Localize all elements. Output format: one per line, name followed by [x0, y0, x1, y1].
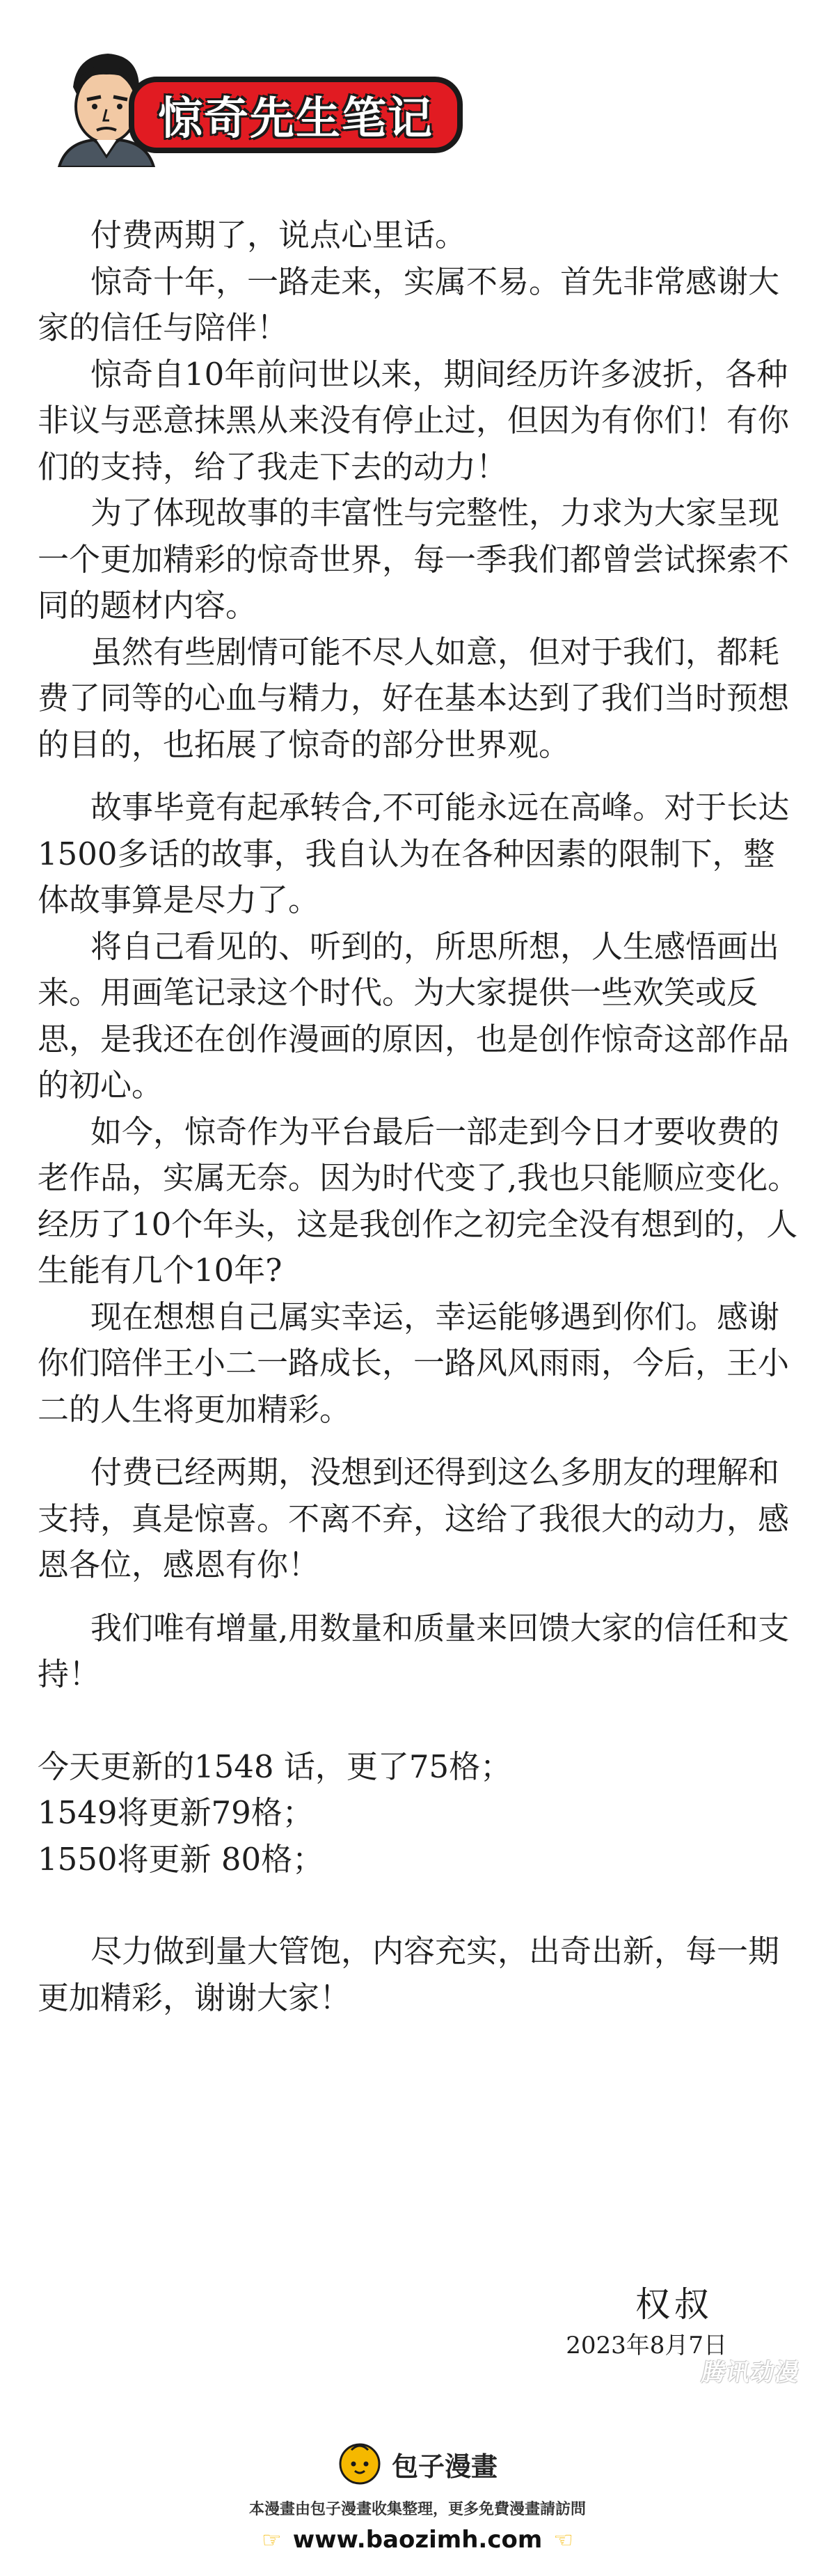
letter-paragraph: 付费已经两期，没想到还得到这么多朋友的理解和支持，真是惊喜。不离不弃，这给了我很大的动力，感恩各位，感恩有你！ [38, 1454, 790, 1583]
signature-name: 权叔 [635, 2284, 713, 2325]
footer-brand-name: 包子漫畫 [391, 2451, 498, 2482]
header-banner [129, 77, 463, 153]
closing-paragraph: 尽力做到量大管饱，内容充实，出奇出新，每一期更加精彩，谢谢大家！ [38, 1933, 780, 2016]
letter-body [38, 212, 803, 2021]
letter-paragraph: 惊奇自10年前问世以来，期间经历许多波折，各种非议与恶意抹黑从来没有停止过，但因为有你们！有你们的支持，给了我走下去的动力！ [38, 355, 790, 485]
letter-header [52, 38, 470, 171]
site-footer [0, 2440, 835, 2554]
footer-brand[interactable] [0, 2440, 835, 2488]
letter-paragraph: 虽然有些剧情可能不尽人如意，但对于我们，都耗费了同等的心血与精力，好在基本达到了我们当时预想的目的，也拓展了惊奇的部分世界观。 [38, 633, 790, 763]
pointing-hand-right-icon: ☞ [262, 2527, 282, 2553]
bun-logo-icon [337, 2440, 382, 2488]
update-line: 今天更新的1548 话，更了75格； [38, 1748, 512, 1785]
letter-paragraph: 付费两期了，说点心里话。 [90, 217, 467, 253]
footer-link[interactable] [0, 2526, 835, 2554]
watermark: 腾讯动漫 [699, 2358, 802, 2387]
signature-block [566, 2280, 727, 2362]
letter-paragraph: 为了体现故事的丰富性与完整性，力求为大家呈现一个更加精彩的惊奇世界，每一季我们都曾尝试探索不同的题材内容。 [38, 494, 790, 624]
footer-note: 本漫畫由包子漫畫收集整理，更多免費漫畫請訪問 [248, 2501, 586, 2518]
letter-paragraph: 故事毕竟有起承转合,不可能永远在高峰。对于长达1500多话的故事，我自认为在各种因素的限制下，整体故事算是尽力了。 [38, 789, 790, 918]
update-line: 1550将更新 80格； [38, 1840, 324, 1878]
footer-url[interactable]: www.baozimh.com [292, 2526, 543, 2554]
update-schedule [38, 1744, 803, 1883]
letter-paragraph: 如今，惊奇作为平台最后一部走到今日才要收费的老作品，实属无奈。因为时代变了,我也只能顺应变化。经历了10个年头，这是我创作之初完全没有想到的，人生能有几个10年? [38, 1113, 800, 1289]
signature-date: 2023年8月7日 [566, 2332, 727, 2359]
letter-paragraph: 惊奇十年，一路走来，实属不易。首先非常感谢大家的信任与陪伴！ [38, 262, 780, 346]
letter-paragraph: 现在想想自己属实幸运，幸运能够遇到你们。感谢你们陪伴王小二一路成长，一路风风雨雨，今后，王小二的人生将更加精彩。 [38, 1298, 790, 1428]
update-line: 1549将更新79格； [38, 1794, 314, 1831]
pointing-hand-left-icon: ☜ [553, 2527, 573, 2553]
letter-paragraph: 我们唯有增量,用数量和质量来回馈大家的信任和支持！ [38, 1609, 790, 1693]
letter-paragraph: 将自己看见的、听到的，所思所想，人生感悟画出来。用画笔记录这个时代。为大家提供一些欢笑或反思，是我还在创作漫画的原因，也是创作惊奇这部作品的初心。 [38, 927, 790, 1104]
header-title: 惊奇先生笔记 [158, 93, 434, 145]
